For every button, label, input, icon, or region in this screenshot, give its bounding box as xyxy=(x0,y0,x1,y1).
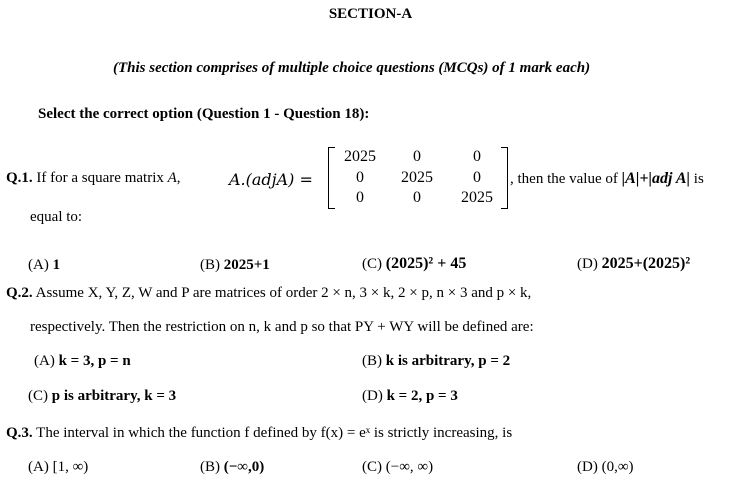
q2-text-line-2: respectively. Then the restriction on n, k and p so that PY + WY will be defined are: xyxy=(30,319,534,335)
option-value: [1, ∞) xyxy=(52,459,89,475)
q1-expr: |A|+|adj A| xyxy=(621,170,691,187)
option-value: k = 3, p = n xyxy=(58,353,131,369)
q3-option-a[interactable] xyxy=(28,459,88,476)
option-label: (A) xyxy=(28,257,49,273)
matrix-cell: 0 xyxy=(356,169,364,186)
option-label: (C) xyxy=(362,459,382,475)
section-title: SECTION-A xyxy=(328,6,413,22)
option-value: 2025+(2025)² xyxy=(601,255,691,272)
option-label: (D) xyxy=(577,459,598,475)
matrix-cell: 2025 xyxy=(461,189,493,206)
q2-option-b[interactable] xyxy=(362,353,510,370)
q1-text-a: If for a square matrix xyxy=(36,170,164,186)
matrix-cell: 0 xyxy=(473,148,481,165)
option-label: (C) xyxy=(28,388,48,404)
q2-option-d[interactable] xyxy=(362,388,458,405)
matrix-cell: 0 xyxy=(473,169,481,186)
option-value: k is arbitrary, p = 2 xyxy=(385,353,511,369)
q1-number: Q.1. xyxy=(6,170,33,186)
q2-option-c[interactable] xyxy=(28,388,176,405)
option-label: (B) xyxy=(362,353,382,369)
q1-option-a[interactable] xyxy=(28,257,60,274)
q1-line xyxy=(6,170,181,187)
q1-text-b: , then the value of xyxy=(510,171,618,187)
q1-option-b[interactable] xyxy=(200,257,270,274)
q3-option-b[interactable] xyxy=(200,459,264,476)
option-value: 1 xyxy=(52,257,61,273)
option-label: (A) xyxy=(28,459,49,475)
matrix-cell: 0 xyxy=(413,148,421,165)
instruction-text: Select the correct option (Question 1 - Question 18): xyxy=(38,106,370,122)
section-subtitle: (This section comprises of multiple choice questions (MCQs) of 1 mark each) xyxy=(113,60,591,76)
matrix-cell: 0 xyxy=(356,189,364,206)
q2-text-line-1: Assume X, Y, Z, W and P are matrices of order 2 × n, 3 × k, 2 × p, n × 3 and p × k, xyxy=(35,285,532,301)
option-value: (2025)² + 45 xyxy=(385,255,467,272)
q3-option-d[interactable] xyxy=(577,459,634,476)
matrix-cell: 2025 xyxy=(401,169,433,186)
option-value: 2025+1 xyxy=(223,257,270,273)
q3-option-c[interactable] xyxy=(362,459,433,476)
option-label: (D) xyxy=(362,388,383,404)
option-label: (B) xyxy=(200,257,220,273)
option-label: (B) xyxy=(200,459,220,475)
q1-line-tail xyxy=(510,170,704,188)
q1-text-c: is xyxy=(693,171,704,187)
option-label: (D) xyxy=(577,256,598,272)
q3-number: Q.3. xyxy=(6,425,33,441)
option-label: (C) xyxy=(362,256,382,272)
option-value: (−∞,0) xyxy=(223,459,265,475)
matrix-cell: 2025 xyxy=(344,148,376,165)
q2-line-1 xyxy=(6,285,531,302)
option-value: (0,∞) xyxy=(601,459,634,475)
q3-line xyxy=(6,425,512,442)
q1-option-d[interactable] xyxy=(577,255,690,273)
option-label: (A) xyxy=(34,353,55,369)
option-value: k = 2, p = 3 xyxy=(386,388,458,404)
q3-text: The interval in which the function f defined by f(x) = eˣ is strictly increasing, is xyxy=(36,425,513,441)
q2-option-a[interactable] xyxy=(34,353,131,370)
q1-lhs: A.(adjA) = xyxy=(229,170,313,189)
q1-var-a: A, xyxy=(167,170,181,186)
matrix-cell: 0 xyxy=(413,189,421,206)
option-value: (−∞, ∞) xyxy=(385,459,434,475)
q2-number: Q.2. xyxy=(6,285,33,301)
q1-matrix xyxy=(328,147,508,207)
option-value: p is arbitrary, k = 3 xyxy=(51,388,177,404)
q1-text-d: equal to: xyxy=(30,209,83,225)
q1-option-c[interactable] xyxy=(362,255,466,273)
